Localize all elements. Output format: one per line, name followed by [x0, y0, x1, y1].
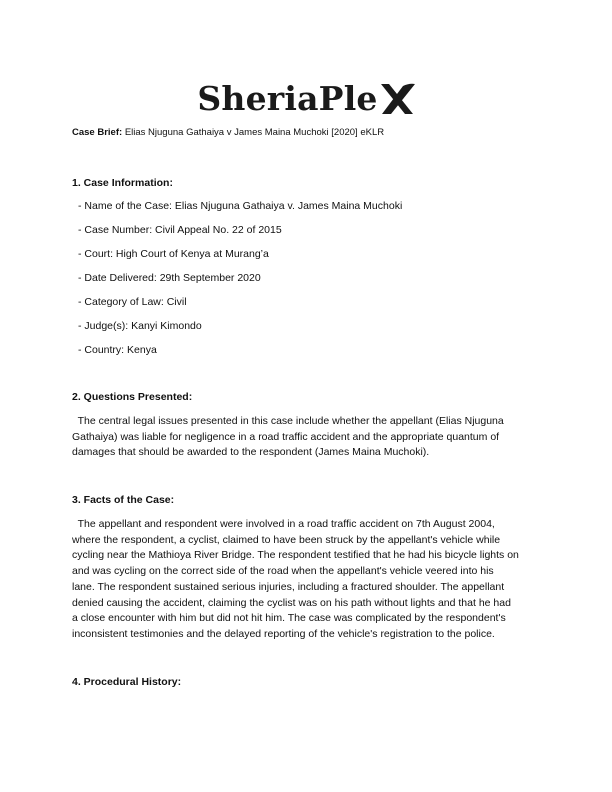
paragraph-line: Gathaiya) was liable for negligence in a road traffic accident and the appropriate quantum of	[72, 430, 500, 443]
date-delivered-item: - Date Delivered: 29th September 2020	[78, 272, 261, 284]
case-number-item: - Case Number: Civil Appeal No. 22 of 2015	[78, 224, 282, 236]
logo-x-mark-icon	[379, 82, 415, 116]
sheriaplex-logo	[0, 74, 612, 122]
court-item: - Court: High Court of Kenya at Murang’a	[78, 248, 269, 260]
paragraph-line: a close encounter with him but did not hit him. The case was complicated by the respondent's	[72, 612, 506, 625]
paragraph-line: cycling near the Mathioya River Bridge. The respondent testified that he had his bicycle lights on	[72, 549, 519, 562]
paragraph-line: damages that should be awarded to the respondent (James Maina Muchoki).	[72, 446, 430, 459]
case-brief-label: Case Brief:	[72, 127, 123, 138]
paragraph-line: The appellant and respondent were involved in a road traffic accident on 7th August 2004,	[72, 518, 495, 530]
paragraph-line: where the respondent, a cyclist, claimed to have been struck by the appellant's vehicle while	[72, 533, 501, 546]
case-name-item: - Name of the Case: Elias Njuguna Gathaiya v. James Maina Muchoki	[78, 200, 403, 212]
category-of-law-item: - Category of Law: Civil	[78, 296, 187, 308]
section-heading-facts-of-the-case: 3. Facts of the Case:	[72, 494, 175, 506]
judges-item: - Judge(s): Kanyi Kimondo	[78, 320, 202, 332]
section-heading-procedural-history: 4. Procedural History:	[72, 676, 182, 688]
paragraph-line: and was cycling on the correct side of the road when the appellant's vehicle veered into his	[72, 565, 494, 578]
section-heading-questions-presented: 2. Questions Presented:	[72, 391, 193, 403]
logo-wordmark: SheriaPle	[197, 78, 378, 118]
paragraph-line: inconsistent testimonies and the delayed reporting of the vehicle's registration to the police.	[72, 627, 495, 640]
country-item: - Country: Kenya	[78, 344, 157, 356]
case-brief-title: Elias Njuguna Gathaiya v James Maina Muchoki [2020] eKLR	[124, 127, 385, 138]
paragraph-line: denied causing the accident, claiming the cyclist was on his path without lights and that he had	[72, 596, 511, 609]
paragraph-line: lane. The respondent sustained serious injuries, including a fractured shoulder. The appellant	[72, 580, 505, 593]
case-brief-line	[72, 127, 384, 138]
facts-paragraph	[72, 517, 542, 643]
questions-presented-paragraph	[72, 414, 542, 461]
paragraph-line: The central legal issues presented in this case include whether the appellant (Elias Njuguna	[72, 415, 504, 427]
section-heading-case-information: 1. Case Information:	[72, 177, 173, 189]
